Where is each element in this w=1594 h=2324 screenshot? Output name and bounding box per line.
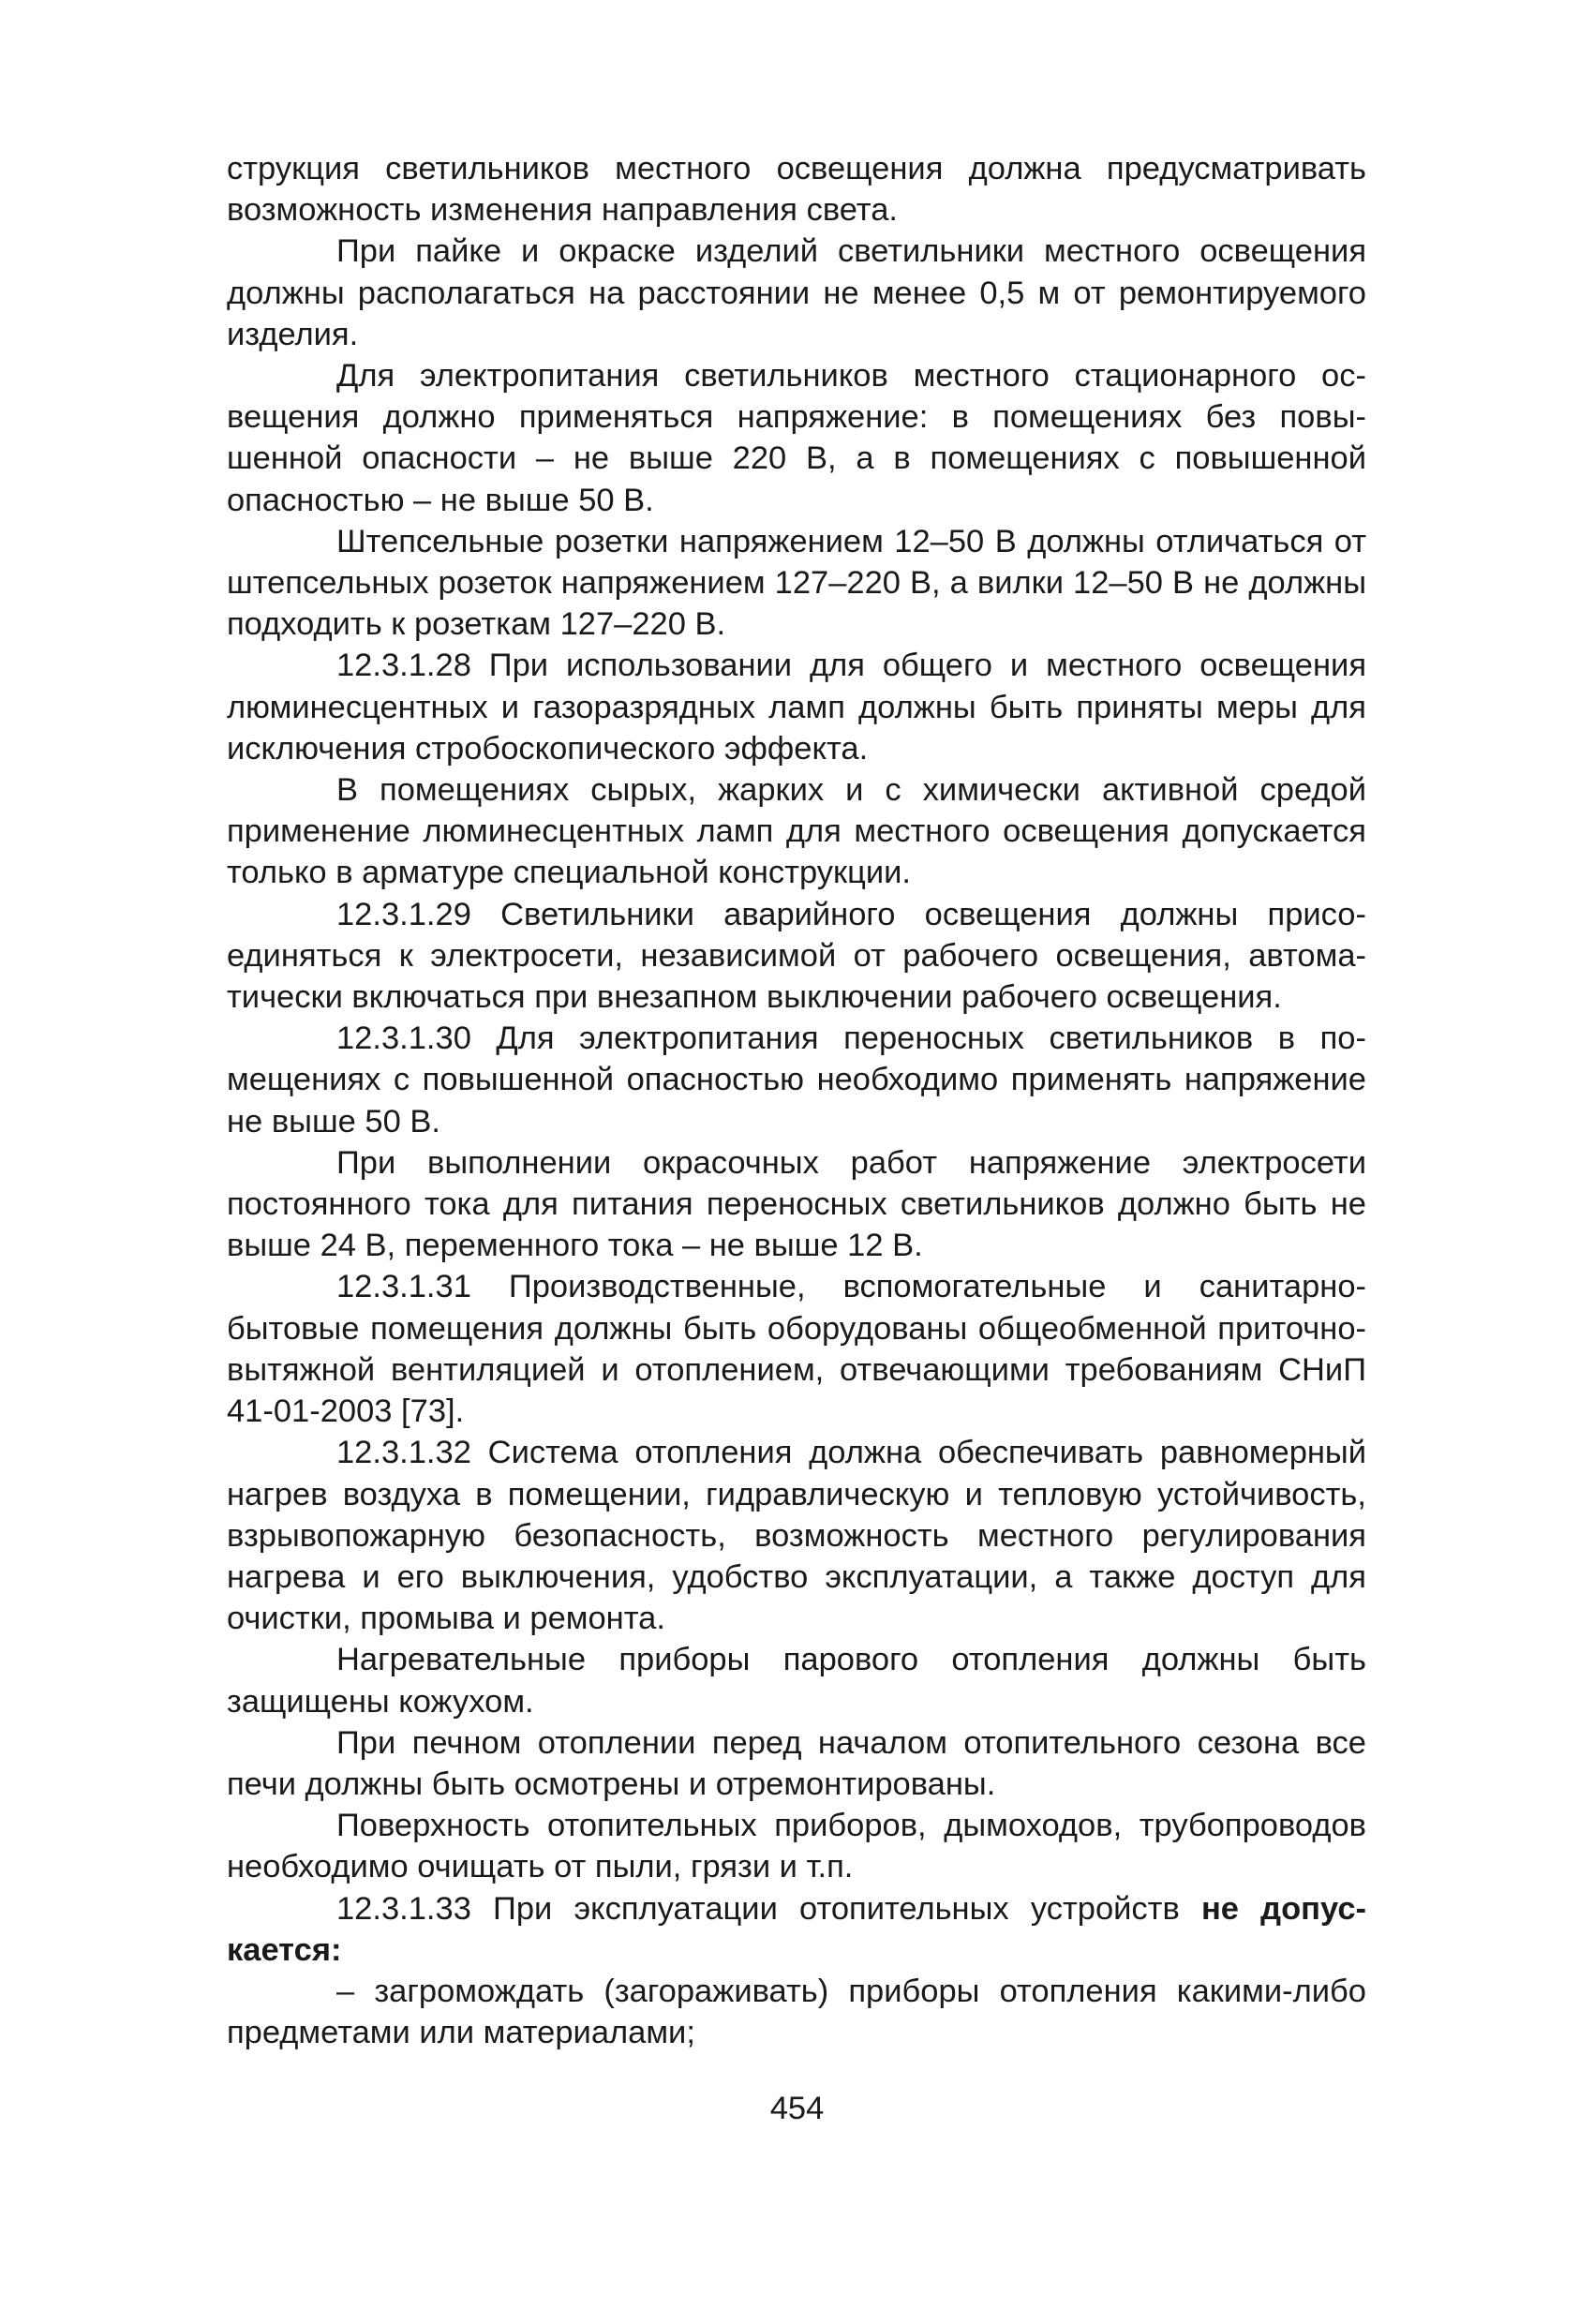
paragraph-painting-voltage: При выполнении окрасочных работ напряжение электросети постоянного тока для питания переносных светильников должно быть не выше 24 В, переменного тока – не выше 12 В. [227,1144,1366,1264]
paragraph-clause-12-3-1-31: 12.3.1.31 Производственные, вспомогательные и санитарно-бытовые помещения должны быть оборудованы общеобменной приточно-вытяжной вентиляцией и отоплением, отвечающими требованиям СНиП 41-01-2003 [73]. [227,1269,1366,1430]
paragraph-stove-heating: При печном отоплении перед началом отопительного сезона все печи должны быть осмотрены и отремонтированы. [227,1724,1366,1802]
paragraph-steam-heaters: Нагревательные приборы парового отопления должны быть защищены кожухом. [227,1642,1366,1720]
paragraph-clause-12-3-1-30: 12.3.1.30 Для электропитания переносных светильников в помещениях с повышенной опасностью необходимо применять напряжение не выше 50 В. [227,1020,1366,1140]
paragraph-continuation: струкция светильников местного освещения должна предусматривать возможность изменения направления света. [227,151,1366,229]
paragraph-clause-12-3-1-29: 12.3.1.29 Светильники аварийного освещения должны присоединяться к электросети, независимой от рабочего освещения, автоматически включаться при внезапном выключении рабочего освещения. [227,896,1366,1016]
paragraph-clause-12-3-1-33 [227,1888,1366,1971]
paragraph-clause-12-3-1-32: 12.3.1.32 Система отопления должна обеспечивать равномерный нагрев воздуха в помещении, гидравлическую и тепловую устойчивость, взрывопожарную безопасность, возможность местного регулирования нагрева и его выключения, удобство эксплуатации, а также доступ для очистки, промыва и ремонта. [227,1435,1366,1637]
paragraph-cleaning-surfaces: Поверхность отопительных приборов, дымоходов, трубопроводов необходимо очищать от пыли, грязи и т.п. [227,1808,1366,1885]
page-number: 454 [769,2091,825,2126]
paragraph-damp-rooms: В помещениях сырых, жарких и с химически активной средой применение люминесцентных ламп для местного освещения допускается только в арматуре специальной конструкции. [227,772,1366,891]
document-page [227,148,1366,2053]
paragraph-plug-sockets: Штепсельные розетки напряжением 12–50 В должны отличаться от штепсельных розеток напряжением 127–220 В, а вилки 12–50 В не должны подходить к розеткам 127–220 В. [227,523,1366,643]
paragraph-soldering-lamps: При пайке и окраске изделий светильники местного освещения должны располагаться на расстоянии не менее 0,5 м от ремонтируемого изделия. [227,233,1366,352]
paragraph-list-item-blocking: – загромождать (загораживать) приборы отопления какими-либо предметами или материалами; [227,1973,1366,2051]
clause-12-3-1-33-text: 12.3.1.33 При эксплуатации отопительных устройств [336,1890,1201,1927]
clause-12-3-1-33-emphasis: не допускается: [227,1890,1366,1968]
paragraph-local-lighting-voltage: Для электропитания светильников местного стационарного освещения должно применяться напряжение: в помещениях без повышенной опасности – не выше 220 В, а в помещениях с повышенной опасностью – не выше 50 В. [227,358,1366,518]
paragraph-clause-12-3-1-28: 12.3.1.28 При использовании для общего и местного освещения люминесцентных и газоразрядных ламп должны быть приняты меры для исключения стробоскопического эффекта. [227,648,1366,767]
